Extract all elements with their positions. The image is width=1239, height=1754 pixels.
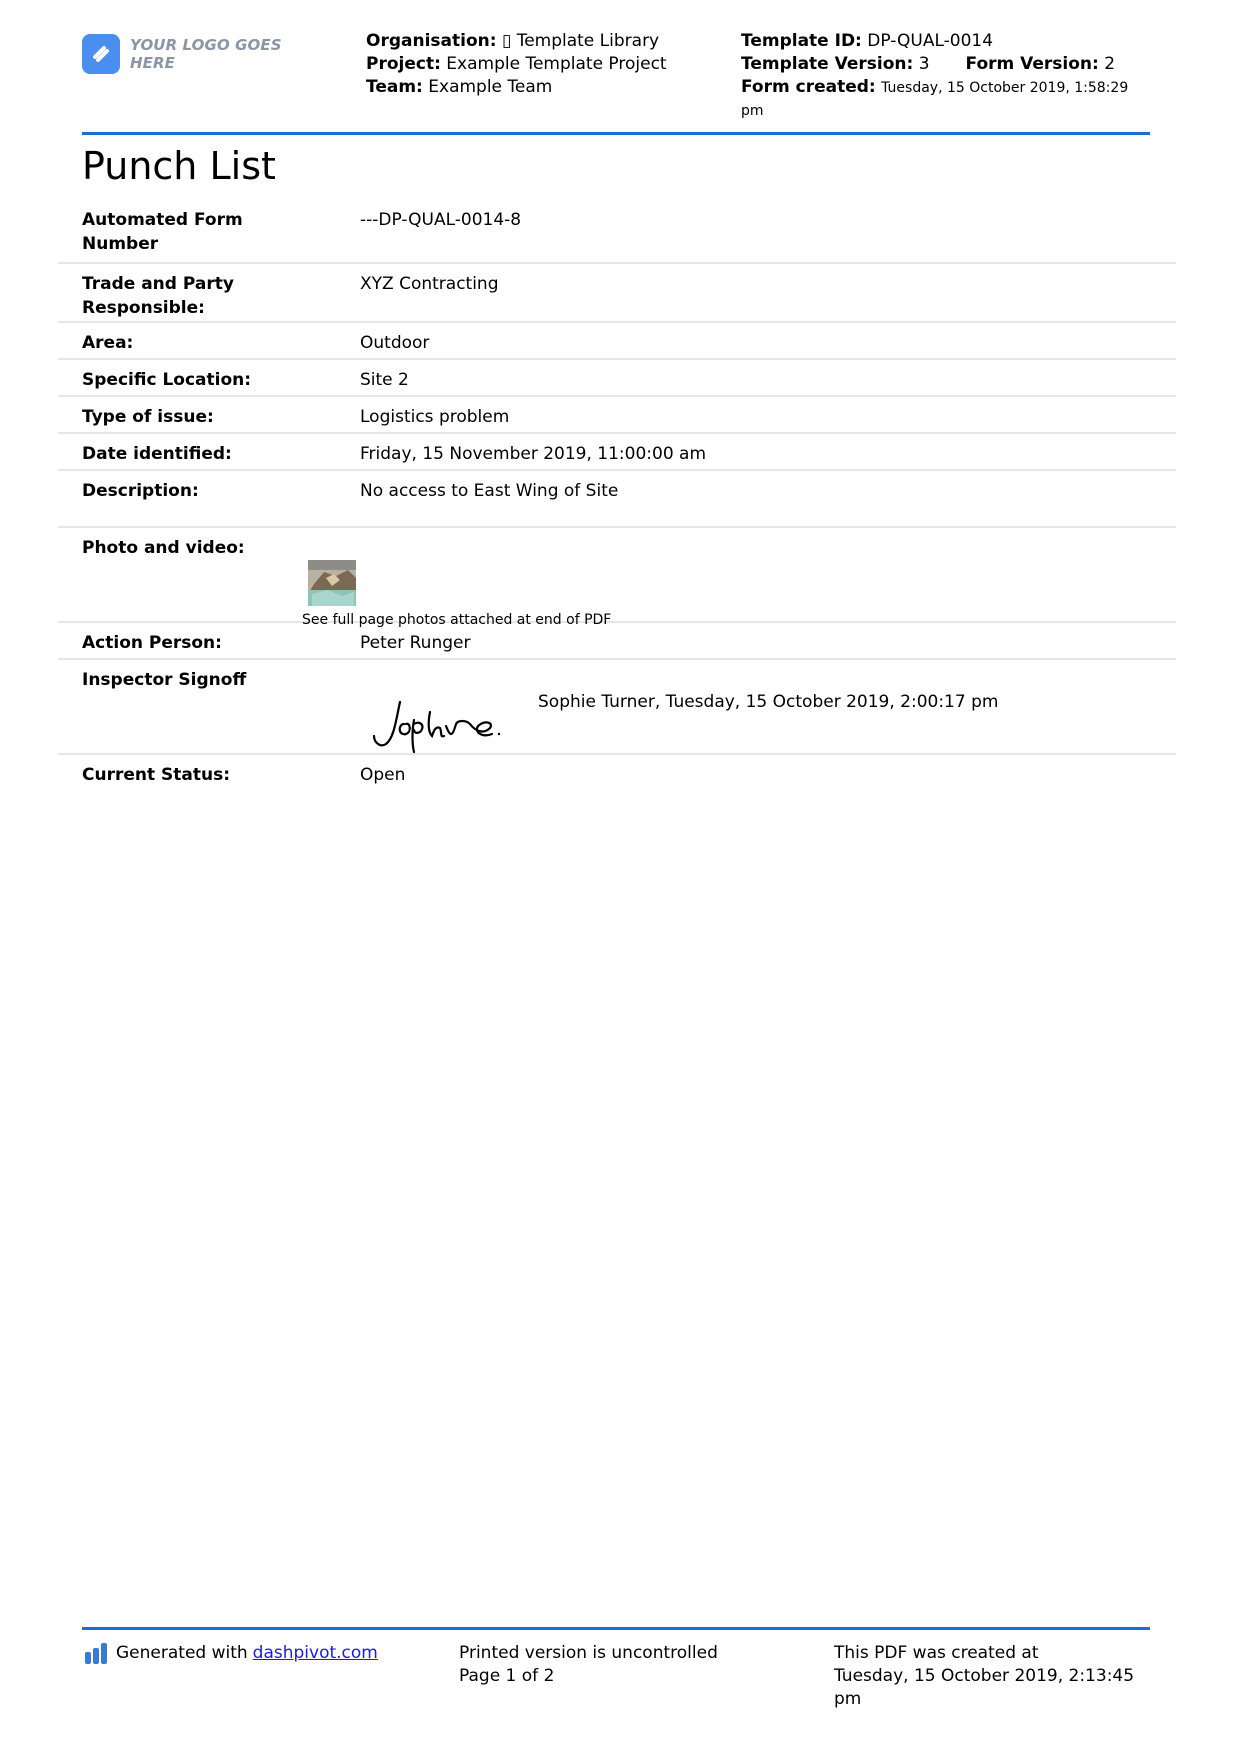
footer-generated (84, 1642, 378, 1665)
team-value: Example Team (428, 77, 553, 97)
field-value: Open (360, 765, 406, 785)
field-label: Inspector Signoff (82, 670, 247, 690)
created-line-1: This PDF was created at (834, 1643, 1039, 1663)
field-label: Current Status: (82, 765, 231, 785)
bar-chart-icon (84, 1642, 110, 1664)
created-line-3: pm (834, 1689, 862, 1709)
form-created-value: Tuesday, 15 October 2019, 1:58:29 (881, 80, 1129, 96)
field-row-trade (58, 264, 1176, 323)
footer-divider (82, 1627, 1150, 1630)
field-label: Specific Location: (82, 370, 252, 390)
field-row-description (58, 471, 1176, 528)
field-row-date-identified (58, 434, 1176, 471)
header-template-info (741, 30, 1161, 123)
field-row-area (58, 323, 1176, 360)
signoff-details: Sophie Turner, Tuesday, 15 October 2019, 2:00:17 pm (538, 692, 999, 712)
field-label: Date identified: (82, 444, 232, 464)
field-value: Peter Runger (360, 633, 471, 653)
field-row-status (58, 755, 1176, 795)
dashpivot-link[interactable]: dashpivot.com (252, 1643, 378, 1663)
logo-badge-icon (82, 34, 120, 74)
field-row-form-number (58, 200, 1176, 264)
field-row-photo (58, 528, 1176, 623)
field-row-action-person (58, 623, 1176, 660)
template-id-value: DP-QUAL-0014 (867, 31, 994, 51)
form-created-label: Form created: (741, 77, 876, 97)
field-label: Description: (82, 481, 199, 501)
photo-thumbnail[interactable] (308, 560, 356, 606)
template-id-label: Template ID: (741, 31, 862, 51)
signature-image (366, 690, 506, 760)
field-value: No access to East Wing of Site (360, 481, 619, 501)
generated-prefix: Generated with (116, 1643, 248, 1663)
photo-note: See full page photos attached at end of PDF (302, 612, 612, 628)
footer-uncontrolled (459, 1642, 759, 1688)
field-value: Site 2 (360, 370, 409, 390)
team-label: Team: (366, 77, 423, 97)
field-label: Photo and video: (82, 538, 245, 558)
template-version-value: 3 (918, 54, 930, 74)
template-version-label: Template Version: (741, 54, 914, 74)
field-label: Automated Form Number (82, 210, 243, 254)
page-header (0, 0, 1239, 136)
form-version-value: 2 (1104, 54, 1116, 74)
field-value: Friday, 15 November 2019, 11:00:00 am (360, 444, 707, 464)
company-logo (82, 32, 322, 76)
field-row-issue-type (58, 397, 1176, 434)
header-project-info (366, 30, 726, 99)
field-value: Outdoor (360, 333, 430, 353)
field-label: Type of issue: (82, 407, 214, 427)
field-label: Area: (82, 333, 134, 353)
page-number: Page 1 of 2 (459, 1666, 555, 1686)
form-version-label: Form Version: (965, 54, 1099, 74)
footer-created (834, 1642, 1154, 1711)
form-created-value-cont: pm (741, 103, 764, 119)
field-row-location (58, 360, 1176, 397)
field-label: Trade and Party Responsible: (82, 274, 234, 318)
organisation-label: Organisation: (366, 31, 497, 51)
project-label: Project: (366, 54, 441, 74)
field-value: XYZ Contracting (360, 274, 499, 294)
field-value: Logistics problem (360, 407, 510, 427)
page-title: Punch List (82, 144, 276, 188)
header-divider (82, 132, 1150, 135)
logo-text: YOUR LOGO GOES HERE (130, 36, 282, 72)
organisation-value: ▯ Template Library (501, 31, 660, 51)
field-value: ---DP-QUAL-0014-8 (360, 210, 522, 230)
uncontrolled-notice: Printed version is uncontrolled (459, 1643, 718, 1663)
created-line-2: Tuesday, 15 October 2019, 2:13:45 (834, 1666, 1135, 1686)
project-value: Example Template Project (446, 54, 667, 74)
field-label: Action Person: (82, 633, 222, 653)
